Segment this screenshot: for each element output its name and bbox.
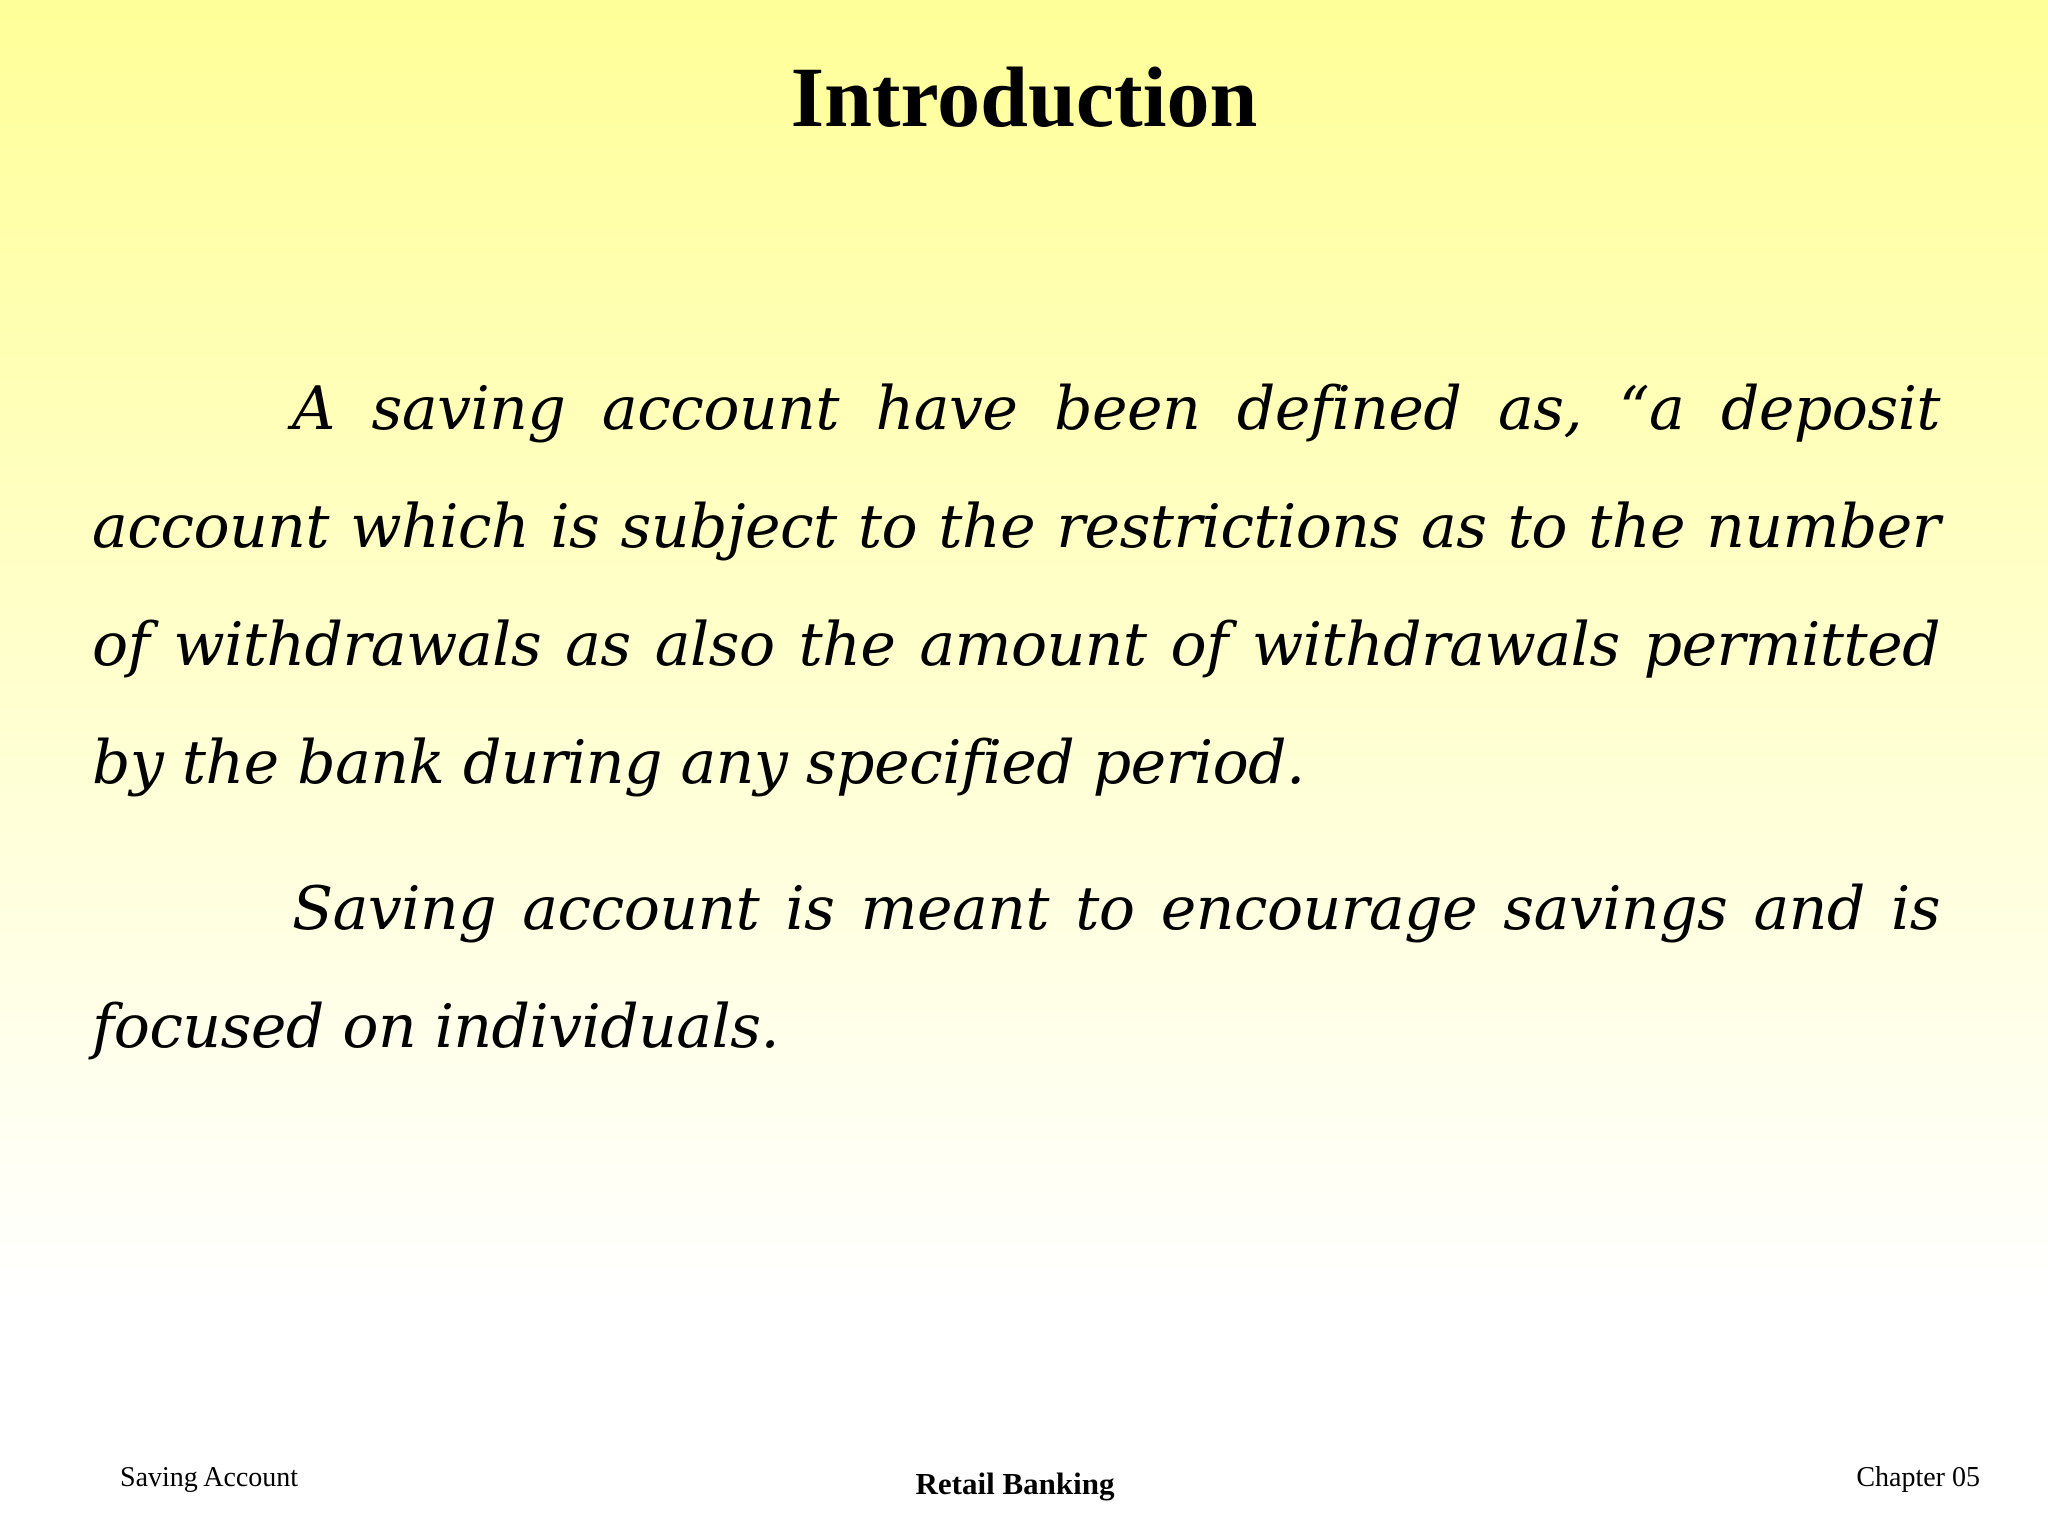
paragraph-purpose: Saving account is meant to encourage savings and is focused on individuals. [92,874,1940,1062]
footer-chapter: Chapter 05 [1856,1462,1980,1493]
slide-title: Introduction [790,49,1258,145]
footer-course: Retail Banking [915,1466,1115,1501]
footer-topic: Saving Account [120,1462,299,1493]
paragraph-definition: A saving account have been defined as, “a deposit account which is subject to the restrictions as to the number of withdrawals as also the amount of withdrawals permitted by the bank during any specified period. [92,374,1940,798]
